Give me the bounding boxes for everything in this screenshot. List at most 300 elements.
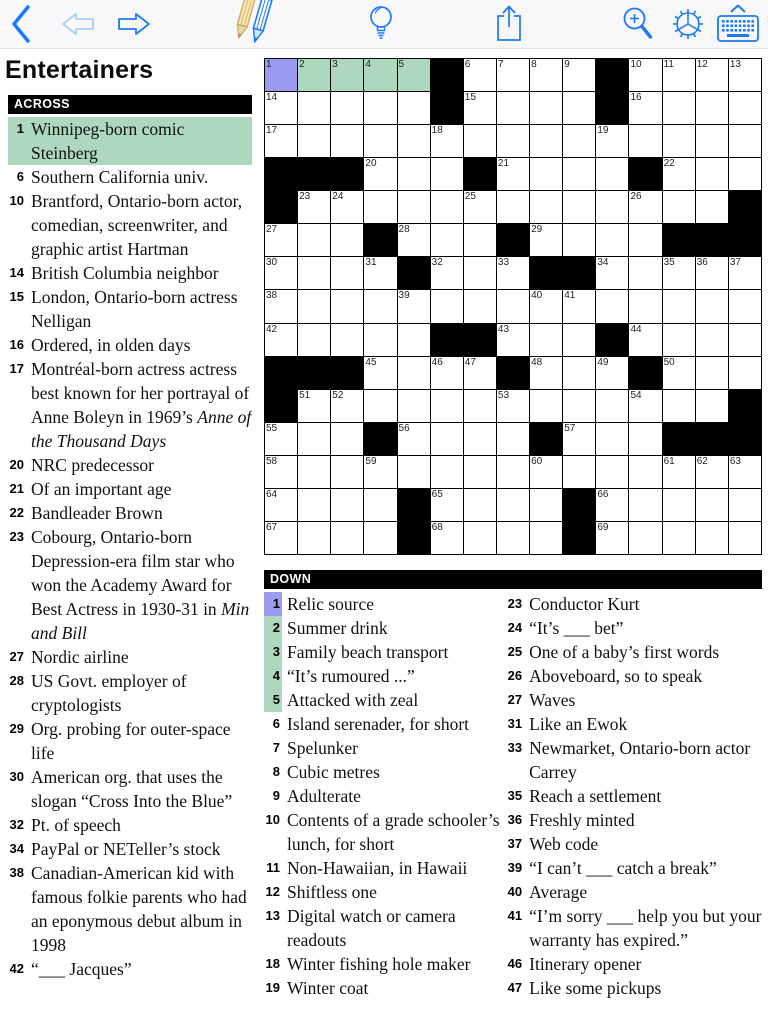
grid-cell-r7c2[interactable] <box>298 257 330 289</box>
clue-down-5[interactable] <box>264 688 502 712</box>
grid-cell-r12c13 <box>663 423 695 455</box>
grid-cell-r9c2[interactable] <box>298 324 330 356</box>
grid-cell-r15c15[interactable] <box>729 522 761 554</box>
clue-number: 8 <box>272 764 280 779</box>
clue-across-23[interactable] <box>8 525 252 645</box>
clue-number: 4 <box>264 664 282 688</box>
clue-across-42[interactable] <box>8 957 252 981</box>
clue-number: 10 <box>265 812 280 827</box>
grid-cell-r7c12[interactable] <box>629 257 661 289</box>
cell-number: 52 <box>332 389 344 401</box>
grid-cell-r5c9[interactable] <box>530 191 562 223</box>
clue-across-32[interactable] <box>8 813 252 837</box>
grid-cell-r8c7[interactable] <box>464 290 496 322</box>
cell-number: 48 <box>531 356 543 368</box>
grid-cell-r15c6[interactable] <box>431 522 463 554</box>
grid-cell-r8c15[interactable] <box>729 290 761 322</box>
grid-cell-r2c8[interactable] <box>497 92 529 124</box>
cell-number: 59 <box>365 455 377 467</box>
grid-cell-r4c4[interactable] <box>364 158 396 190</box>
grid-cell-r1c13[interactable] <box>663 59 695 91</box>
grid-cell-r9c8[interactable] <box>497 324 529 356</box>
clue-number: 6 <box>272 716 280 731</box>
clue-down-36[interactable] <box>502 808 762 832</box>
clue-across-1[interactable] <box>8 117 252 165</box>
grid-cell-r8c1[interactable] <box>265 290 297 322</box>
cell-number: 39 <box>398 290 410 302</box>
grid-cell-r9c15[interactable] <box>729 324 761 356</box>
grid-cell-r5c4[interactable] <box>364 191 396 223</box>
grid-cell-r7c13[interactable] <box>663 257 695 289</box>
grid-cell-r13c6[interactable] <box>431 456 463 488</box>
grid-cell-r13c1[interactable] <box>265 456 297 488</box>
clue-across-10[interactable] <box>8 189 252 261</box>
clue-down-46[interactable] <box>502 952 762 976</box>
clue-down-26[interactable] <box>502 664 762 688</box>
grid-cell-r8c2[interactable] <box>298 290 330 322</box>
grid-cell-r4c9[interactable] <box>530 158 562 190</box>
grid-cell-r1c3[interactable] <box>331 59 363 91</box>
grid-cell-r5c12[interactable] <box>629 191 661 223</box>
grid-cell-r7c8[interactable] <box>497 257 529 289</box>
hint-lightbulb-icon[interactable] <box>366 0 396 48</box>
grid-cell-r5c8[interactable] <box>497 191 529 223</box>
clue-across-27[interactable] <box>8 645 252 669</box>
clue-number: 36 <box>507 812 523 827</box>
grid-cell-r9c4[interactable] <box>364 324 396 356</box>
grid-cell-r8c10[interactable] <box>563 290 595 322</box>
clue-down-35[interactable] <box>502 784 762 808</box>
grid-cell-r13c9[interactable] <box>530 456 562 488</box>
clue-down-6[interactable] <box>264 712 502 736</box>
grid-cell-r2c13[interactable] <box>663 92 695 124</box>
grid-cell-r5c3[interactable] <box>331 191 363 223</box>
grid-cell-r11c5[interactable] <box>398 390 430 422</box>
grid-cell-r2c3[interactable] <box>331 92 363 124</box>
grid-cell-r8c6[interactable] <box>431 290 463 322</box>
grid-cell-r7c15[interactable] <box>729 257 761 289</box>
grid-cell-r11c7[interactable] <box>464 390 496 422</box>
grid-cell-r9c10[interactable] <box>563 324 595 356</box>
grid-cell-r11c11[interactable] <box>596 390 628 422</box>
clue-number: 23 <box>9 529 24 544</box>
grid-cell-r15c1[interactable] <box>265 522 297 554</box>
grid-cell-r15c5 <box>398 522 430 554</box>
grid-cell-r15c9[interactable] <box>530 522 562 554</box>
grid-cell-r6c2[interactable] <box>298 224 330 256</box>
grid-cell-r13c13[interactable] <box>663 456 695 488</box>
grid-cell-r15c13[interactable] <box>663 522 695 554</box>
grid-cell-r15c14[interactable] <box>696 522 728 554</box>
grid-cell-r3c11[interactable] <box>596 125 628 157</box>
grid-cell-r13c8[interactable] <box>497 456 529 488</box>
grid-cell-r9c1[interactable] <box>265 324 297 356</box>
grid-cell-r8c14[interactable] <box>696 290 728 322</box>
clue-text: “It’s ___ bet” <box>529 618 624 638</box>
grid-cell-r3c1[interactable] <box>265 125 297 157</box>
clue-across-22[interactable] <box>8 501 252 525</box>
clue-down-18[interactable] <box>264 952 502 976</box>
grid-cell-r4c6[interactable] <box>431 158 463 190</box>
clue-down-40[interactable] <box>502 880 762 904</box>
grid-cell-r2c4[interactable] <box>364 92 396 124</box>
grid-cell-r10c3 <box>331 357 363 389</box>
clue-down-12[interactable] <box>264 880 502 904</box>
grid-cell-r14c1[interactable] <box>265 489 297 521</box>
cell-number: 26 <box>630 191 642 203</box>
grid-cell-r12c7[interactable] <box>464 423 496 455</box>
cell-number: 22 <box>663 158 675 170</box>
grid-cell-r9c9[interactable] <box>530 324 562 356</box>
grid-cell-r13c4[interactable] <box>364 456 396 488</box>
clue-down-4[interactable] <box>264 664 502 688</box>
grid-cell-r15c2[interactable] <box>298 522 330 554</box>
grid-cell-r6c1[interactable] <box>265 224 297 256</box>
grid-cell-r8c8[interactable] <box>497 290 529 322</box>
grid-cell-r8c12[interactable] <box>629 290 661 322</box>
grid-cell-r4c14[interactable] <box>696 158 728 190</box>
grid-cell-r11c4[interactable] <box>364 390 396 422</box>
grid-cell-r3c4[interactable] <box>364 125 396 157</box>
grid-cell-r6c7[interactable] <box>464 224 496 256</box>
clue-text: Non-Hawaiian, in Hawaii <box>287 858 468 878</box>
clue-number: 26 <box>507 668 523 683</box>
grid-cell-r11c6[interactable] <box>431 390 463 422</box>
grid-cell-r3c14[interactable] <box>696 125 728 157</box>
clue-number: 29 <box>9 721 24 736</box>
clue-down-37[interactable] <box>502 832 762 856</box>
grid-cell-r11c10[interactable] <box>563 390 595 422</box>
grid-cell-r9c3[interactable] <box>331 324 363 356</box>
grid-cell-r9c7 <box>464 324 496 356</box>
grid-cell-r10c15[interactable] <box>729 357 761 389</box>
clue-down-24[interactable] <box>502 616 762 640</box>
grid-cell-r10c10[interactable] <box>563 357 595 389</box>
cell-number: 63 <box>729 455 741 467</box>
grid-cell-r2c2[interactable] <box>298 92 330 124</box>
grid-cell-r1c5[interactable] <box>398 59 430 91</box>
grid-cell-r12c3[interactable] <box>331 423 363 455</box>
grid-cell-r14c15[interactable] <box>729 489 761 521</box>
grid-cell-r15c3[interactable] <box>331 522 363 554</box>
grid-cell-r2c10[interactable] <box>563 92 595 124</box>
grid-cell-r13c15[interactable] <box>729 456 761 488</box>
grid-cell-r14c3[interactable] <box>331 489 363 521</box>
grid-cell-r1c14[interactable] <box>696 59 728 91</box>
cell-number: 21 <box>497 158 510 170</box>
grid-cell-r6c9[interactable] <box>530 224 562 256</box>
grid-cell-r2c12[interactable] <box>629 92 661 124</box>
clue-down-9[interactable] <box>264 784 502 808</box>
grid-cell-r1c4[interactable] <box>364 59 396 91</box>
clue-text: Southern California univ. <box>31 167 209 187</box>
clue-down-39[interactable] <box>502 856 762 880</box>
clue-text: Canadian-American kid with famous folkie parents who had an eponymous debut album in 1998 <box>31 863 247 955</box>
back-chevron-icon[interactable] <box>9 0 33 48</box>
grid-cell-r5c11[interactable] <box>596 191 628 223</box>
grid-cell-r6c11[interactable] <box>596 224 628 256</box>
grid-cell-r1c12[interactable] <box>629 59 661 91</box>
grid-cell-r2c1[interactable] <box>265 92 297 124</box>
grid-cell-r7c1[interactable] <box>265 257 297 289</box>
grid-cell-r8c13[interactable] <box>663 290 695 322</box>
clue-down-27[interactable] <box>502 688 762 712</box>
grid-cell-r4c13[interactable] <box>663 158 695 190</box>
grid-cell-r14c9[interactable] <box>530 489 562 521</box>
grid-cell-r13c7[interactable] <box>464 456 496 488</box>
grid-cell-r3c6[interactable] <box>431 125 463 157</box>
settings-gear-icon[interactable] <box>666 0 710 48</box>
redo-arrow-icon[interactable] <box>116 0 152 48</box>
clue-down-31[interactable] <box>502 712 762 736</box>
clue-across-17[interactable] <box>8 357 252 453</box>
grid-cell-r1c2[interactable] <box>298 59 330 91</box>
clue-down-19[interactable] <box>264 976 502 1000</box>
grid-cell-r11c14[interactable] <box>696 390 728 422</box>
cell-number: 68 <box>431 521 443 533</box>
cell-number: 13 <box>729 59 741 70</box>
grid-cell-r14c13[interactable] <box>663 489 695 521</box>
grid-cell-r10c12 <box>629 357 661 389</box>
grid-cell-r14c14[interactable] <box>696 489 728 521</box>
grid-cell-r5c10[interactable] <box>563 191 595 223</box>
grid-cell-r3c9[interactable] <box>530 125 562 157</box>
grid-cell-r3c7[interactable] <box>464 125 496 157</box>
cell-number: 16 <box>630 92 642 104</box>
grid-cell-r11c3[interactable] <box>331 390 363 422</box>
clue-number: 1 <box>264 592 282 616</box>
grid-cell-r2c7[interactable] <box>464 92 496 124</box>
clue-number: 20 <box>9 457 24 472</box>
grid-cell-r15c7[interactable] <box>464 522 496 554</box>
grid-cell-r10c7[interactable] <box>464 357 496 389</box>
toolbar <box>0 0 768 49</box>
grid-cell-r13c5[interactable] <box>398 456 430 488</box>
grid-cell-r9c5[interactable] <box>398 324 430 356</box>
grid-cell-r12c1[interactable] <box>265 423 297 455</box>
cell-number: 8 <box>531 59 537 70</box>
clue-across-6[interactable] <box>8 165 252 189</box>
grid-cell-r10c9[interactable] <box>530 357 562 389</box>
clue-text: American org. that uses the slogan “Cross Into the Blue” <box>31 767 233 811</box>
grid-cell-r4c15[interactable] <box>729 158 761 190</box>
grid-cell-r9c14[interactable] <box>696 324 728 356</box>
undo-arrow-icon[interactable] <box>60 0 96 48</box>
grid-cell-r7c3[interactable] <box>331 257 363 289</box>
grid-cell-r7c10 <box>563 257 595 289</box>
grid-cell-r9c13[interactable] <box>663 324 695 356</box>
grid-cell-r12c12[interactable] <box>629 423 661 455</box>
clue-down-7[interactable] <box>264 736 502 760</box>
share-icon[interactable] <box>493 0 525 48</box>
grid-cell-r15c11[interactable] <box>596 522 628 554</box>
clue-down-8[interactable] <box>264 760 502 784</box>
grid-cell-r13c3[interactable] <box>331 456 363 488</box>
grid-cell-r11c12[interactable] <box>629 390 661 422</box>
clue-across-38[interactable] <box>8 861 252 957</box>
pencils-icon[interactable] <box>226 0 280 48</box>
grid-cell-r10c5[interactable] <box>398 357 430 389</box>
grid-cell-r8c11[interactable] <box>596 290 628 322</box>
grid-cell-r10c6[interactable] <box>431 357 463 389</box>
clue-text: Montréal-born actress actress best known for her portrayal of Anne Boleyn in 1969’s Anne of the Thousand Days <box>31 359 252 451</box>
grid-cell-r3c12[interactable] <box>629 125 661 157</box>
grid-cell-r15c4[interactable] <box>364 522 396 554</box>
clue-down-11[interactable] <box>264 856 502 880</box>
clue-number: 1 <box>16 121 24 136</box>
grid-cell-r3c3[interactable] <box>331 125 363 157</box>
clue-text: Like some pickups <box>529 978 662 998</box>
clue-across-16[interactable] <box>8 333 252 357</box>
grid-cell-r2c9[interactable] <box>530 92 562 124</box>
grid-cell-r7c11[interactable] <box>596 257 628 289</box>
clue-down-10[interactable] <box>264 808 502 856</box>
clue-across-15[interactable] <box>8 285 252 333</box>
grid-cell-r6c3[interactable] <box>331 224 363 256</box>
clue-text: Ordered, in olden days <box>31 335 191 355</box>
grid-cell-r3c5[interactable] <box>398 125 430 157</box>
grid-cell-r8c5[interactable] <box>398 290 430 322</box>
grid-cell-r6c12[interactable] <box>629 224 661 256</box>
clue-down-3[interactable] <box>264 640 502 664</box>
grid-cell-r13c2[interactable] <box>298 456 330 488</box>
clue-text: Aboveboard, so to speak <box>529 666 703 686</box>
grid-cell-r6c5[interactable] <box>398 224 430 256</box>
grid-cell-r13c12[interactable] <box>629 456 661 488</box>
grid-cell-r14c12[interactable] <box>629 489 661 521</box>
clue-across-20[interactable] <box>8 453 252 477</box>
grid-cell-r4c8[interactable] <box>497 158 529 190</box>
clue-across-30[interactable] <box>8 765 252 813</box>
grid-cell-r3c8[interactable] <box>497 125 529 157</box>
grid-cell-r14c8[interactable] <box>497 489 529 521</box>
clue-across-28[interactable] <box>8 669 252 717</box>
grid-cell-r12c8[interactable] <box>497 423 529 455</box>
grid-cell-r7c6[interactable] <box>431 257 463 289</box>
grid-cell-r6c10[interactable] <box>563 224 595 256</box>
clue-number: 46 <box>507 956 523 971</box>
cell-number: 23 <box>299 191 311 203</box>
grid-cell-r3c13[interactable] <box>663 125 695 157</box>
grid-cell-r11c13[interactable] <box>663 390 695 422</box>
zoom-icon[interactable] <box>620 0 656 48</box>
clue-down-23[interactable] <box>502 592 762 616</box>
grid-cell-r1c15[interactable] <box>729 59 761 91</box>
clue-down-25[interactable] <box>502 640 762 664</box>
grid-cell-r6c4 <box>364 224 396 256</box>
grid-cell-r10c4[interactable] <box>364 357 396 389</box>
grid-cell-r11c2[interactable] <box>298 390 330 422</box>
grid-cell-r3c2[interactable] <box>298 125 330 157</box>
grid-cell-r15c8[interactable] <box>497 522 529 554</box>
grid-cell-r12c11[interactable] <box>596 423 628 455</box>
grid-cell-r10c13[interactable] <box>663 357 695 389</box>
down-clue-list-col1 <box>264 589 502 1000</box>
grid-cell-r14c2[interactable] <box>298 489 330 521</box>
grid-cell-r1c10[interactable] <box>563 59 595 91</box>
grid-cell-r4c10[interactable] <box>563 158 595 190</box>
clue-text: “___ Jacques” <box>31 959 132 979</box>
grid-cell-r12c5[interactable] <box>398 423 430 455</box>
grid-cell-r11c8[interactable] <box>497 390 529 422</box>
grid-cell-r6c6[interactable] <box>431 224 463 256</box>
grid-cell-r5c5[interactable] <box>398 191 430 223</box>
grid-cell-r5c13[interactable] <box>663 191 695 223</box>
grid-cell-r4c5[interactable] <box>398 158 430 190</box>
cell-number: 34 <box>597 257 609 269</box>
grid-cell-r2c14[interactable] <box>696 92 728 124</box>
clue-down-41[interactable] <box>502 904 762 952</box>
clue-number: 33 <box>507 740 523 755</box>
grid-cell-r15c12[interactable] <box>629 522 661 554</box>
grid-cell-r12c10[interactable] <box>563 423 595 455</box>
clue-number: 34 <box>9 841 24 856</box>
grid-cell-r13c11[interactable] <box>596 456 628 488</box>
grid-cell-r12c6[interactable] <box>431 423 463 455</box>
grid-cell-r7c7[interactable] <box>464 257 496 289</box>
keyboard-icon[interactable] <box>714 0 762 48</box>
grid-cell-r14c6[interactable] <box>431 489 463 521</box>
grid-cell-r7c4[interactable] <box>364 257 396 289</box>
grid-cell-r4c11[interactable] <box>596 158 628 190</box>
grid-cell-r9c12[interactable] <box>629 324 661 356</box>
clue-text: NRC predecessor <box>31 455 154 475</box>
grid-cell-r11c9[interactable] <box>530 390 562 422</box>
clue-text: Cubic metres <box>287 762 380 782</box>
grid-cell-r12c2[interactable] <box>298 423 330 455</box>
clue-number: 14 <box>9 265 24 280</box>
grid-cell-r13c14[interactable] <box>696 456 728 488</box>
clue-across-34[interactable] <box>8 837 252 861</box>
grid-cell-r8c3[interactable] <box>331 290 363 322</box>
grid-cell-r2c5[interactable] <box>398 92 430 124</box>
grid-cell-r3c10[interactable] <box>563 125 595 157</box>
grid-cell-r1c9[interactable] <box>530 59 562 91</box>
grid-cell-r10c11[interactable] <box>596 357 628 389</box>
grid-cell-r4c3 <box>331 158 363 190</box>
grid-cell-r1c8[interactable] <box>497 59 529 91</box>
clue-across-29[interactable] <box>8 717 252 765</box>
grid-cell-r1c7[interactable] <box>464 59 496 91</box>
clue-down-13[interactable] <box>264 904 502 952</box>
grid-cell-r5c7[interactable] <box>464 191 496 223</box>
grid-cell-r7c14[interactable] <box>696 257 728 289</box>
clue-text: Itinerary opener <box>529 954 642 974</box>
cell-number: 36 <box>696 257 708 269</box>
clue-down-33[interactable] <box>502 736 762 784</box>
grid-cell-r13c10[interactable] <box>563 456 595 488</box>
clue-down-47[interactable] <box>502 976 762 1000</box>
grid-cell-r5c6[interactable] <box>431 191 463 223</box>
clue-text: Spelunker <box>287 738 358 758</box>
grid-cell-r14c11[interactable] <box>596 489 628 521</box>
grid-cell-r3c15[interactable] <box>729 125 761 157</box>
clue-down-1[interactable] <box>264 592 502 616</box>
grid-cell-r5c14[interactable] <box>696 191 728 223</box>
grid-cell-r2c6 <box>431 92 463 124</box>
clue-across-21[interactable] <box>8 477 252 501</box>
grid-cell-r8c4[interactable] <box>364 290 396 322</box>
clue-across-14[interactable] <box>8 261 252 285</box>
grid-cell-r5c2[interactable] <box>298 191 330 223</box>
grid-cell-r14c4[interactable] <box>364 489 396 521</box>
grid-cell-r1c1[interactable] <box>265 59 297 91</box>
grid-cell-r8c9[interactable] <box>530 290 562 322</box>
grid-cell-r10c14[interactable] <box>696 357 728 389</box>
clue-down-2[interactable] <box>264 616 502 640</box>
grid-cell-r14c7[interactable] <box>464 489 496 521</box>
grid-cell-r2c15[interactable] <box>729 92 761 124</box>
